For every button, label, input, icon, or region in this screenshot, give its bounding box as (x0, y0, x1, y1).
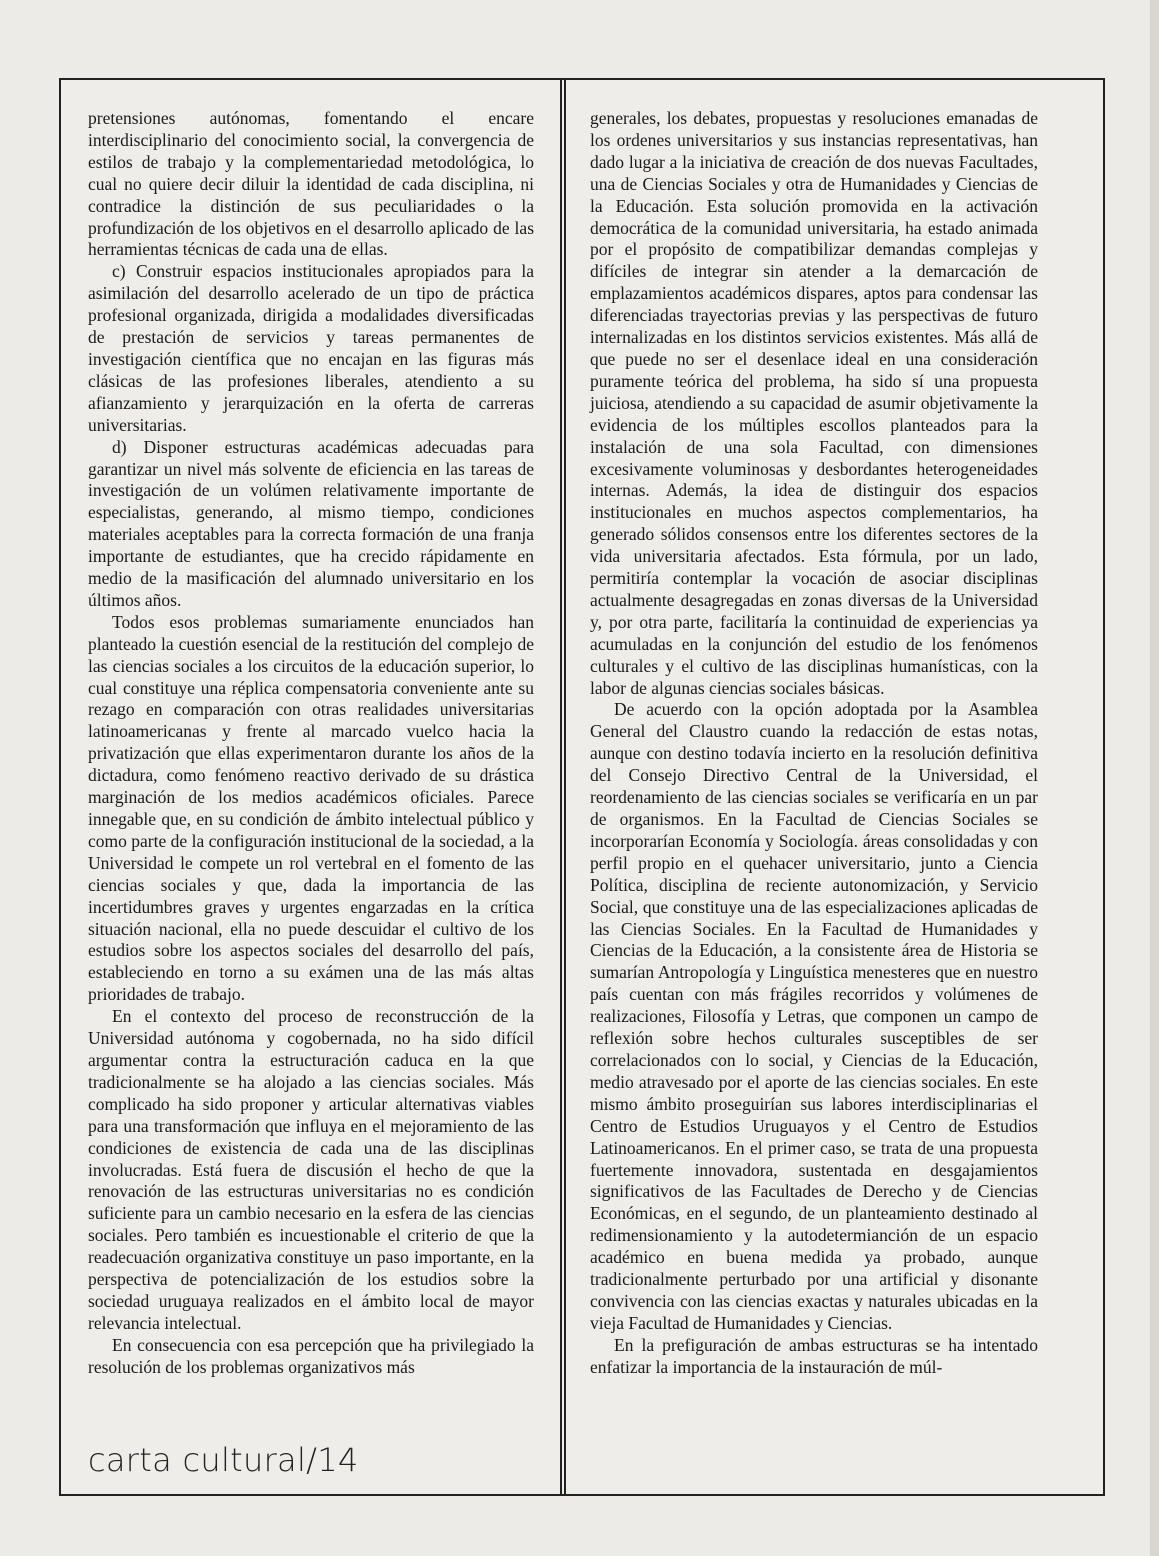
column-divider (560, 80, 566, 1494)
left-column (88, 108, 534, 1379)
paragraph: generales, los debates, propuestas y resoluciones emanadas de los ordenes universitarios y sus instancias representativas, han dado lugar a la iniciativa de creación de dos nuevas Facultades, una de Ciencias Sociales y otra de Humanidades y Ciencias de la Educación. Esta solución promovida en la activación democrática de la comunidad universitaria, ha estado animada por el propósito de compatibilizar demandas complejas y difíciles de integrar sin atender a la demarcación de emplazamientos académicos dispares, aptos para condensar las diferenciadas trayectorias previas y las perspectivas de futuro internalizadas en los distintos servicios existentes. Más allá de que puede no ser el desenlace ideal en una consideración puramente teórica del problema, ha sido sí una propuesta juiciosa, atendiendo a su capacidad de asumir objetivamente la evidencia de los múltiples escollos planteados para la instalación de una sola Facultad, con dimensiones excesivamente voluminosas y desbordantes heterogeneidades internas. Además, la idea de distinguir dos espacios institucionales en muchos aspectos complementarios, ha generado sólidos consensos entre los diferentes sectores de la vida universitaria afectados. Esta fórmula, por un lado, permitiría contemplar la vocación de asociar disciplinas actualmente desagregadas en zonas diversas de la Universidad y, por otra parte, facilitaría la continuidad de experiencias ya acumuladas en la conjunción del estudio de los fenómenos culturales y el cultivo de las disciplinas humanísticas, con la labor de algunas ciencias sociales básicas. (590, 108, 1038, 698)
publication-footer-title: carta cultural/14 (88, 1441, 359, 1479)
paragraph: pretensiones autónomas, fomentando el encare interdisciplinario del conocimiento social, la convergencia de estilos de trabajo y la complementariedad metodológica, lo cual no quiere decir diluir la identidad de cada disciplina, ni contradice la distinción de sus peculiaridades o la profundización de los objetivos en el desarrollo aplicado de las herramientas técnicas de cada una de ellas. (88, 108, 534, 260)
paragraph: En consecuencia con esa percepción que ha privilegiado la resolución de los problemas organizativos más (88, 1334, 534, 1377)
paragraph: De acuerdo con la opción adoptada por la Asamblea General del Claustro cuando la redacción de estas notas, aunque con destino todavía incierto en la resolución definitiva del Consejo Directivo Central de la Universidad, el reordenamiento de las ciencias sociales se verificaría en un par de organismos. En la Facultad de Ciencias Sociales se incorporarían Economía y Sociología. áreas consolidadas y con perfil propio en el quehacer universitario, junto a Ciencia Política, disciplina de reciente autonomización, y Servicio Social, que constituye una de las especializaciones aplicadas de las Ciencias Sociales. En la Facultad de Humanidades y Ciencias de la Educación, a la consistente área de Historia se sumarían Antropología y Linguística menesteres que en nuestro país cuentan con más frágiles recorridos y volúmenes de realizaciones, Filosofía y Letras, que componen un campo de reflexión sobre hechos culturales susceptibles de ser correlacionados con lo social, y Ciencias de la Educación, medio atravesado por el aporte de las ciencias sociales. En este mismo ámbito proseguirían sus labores interdisciplinarias el Centro de Estudios Uruguayos y el Centro de Estudios Latinoamericanos. En el primer caso, se trata de una propuesta fuertemente innovadora, sustentada en desgajamientos significativos de las Facultades de Derecho y de Ciencias Económicas, en el segundo, de un planteamiento destinado al redimensionamiento y la autodetermianción de un espacio académico en buena medida ya probado, aunque tradicionalmente perturbado por una artificial y disonante convivencia con las ciencias exactas y naturales ubicadas en la vieja Facultad de Humanidades y Ciencias. (590, 699, 1038, 1333)
paragraph: Todos esos problemas sumariamente enunciados han planteado la cuestión esencial de la restitución del complejo de las ciencias sociales a los circuitos de la educación superior, lo cual constituye una réplica compensatoria conveniente ante su rezago en comparación con otras realidades universitarias latinoamericanas y frente al marcado vuelco hacia la privatización que ellas experimentaron durante los años de la dictadura, como fenómeno reactivo derivado de su drástica marginación de los medios académicos oficiales. Parece innegable que, en su condición de ámbito intelectual público y como parte de la configuración institucional de la sociedad, a la Universidad le compete un rol vertebral en el fomento de las ciencias sociales y que, dada la importancia de las incertidumbres graves y urgentes engarzadas en la crítica situación nacional, ella no puede descuidar el cultivo de los estudios sobre los aspectos sociales del desarrollo del país, estableciendo en torno a su exámen una de las más altas prioridades de trabajo. (88, 611, 534, 1005)
paragraph: En el contexto del proceso de reconstrucción de la Universidad autónoma y cogobernada, no ha sido difícil argumentar contra la estructuración caduca en la que tradicionalmente se ha alojado a las ciencias sociales. Más complicado ha sido proponer y articular alternativas viables para una transformación que influya en el mejoramiento de las condiciones de existencia de cada una de las disciplinas involucradas. Está fuera de discusión el hecho de que la renovación de las estructuras universitarias no es condición suficiente para un cambio necesario en la esfera de las ciencias sociales. Pero también es incuestionable el criterio de que la readecuación organizativa constituye un paso importante, en la perspectiva de potencialización de los estudios sobre la sociedad uruguaya realizados en el ámbito local de mayor relevancia intelectual. (88, 1006, 534, 1333)
paragraph: En la prefiguración de ambas estructuras se ha intentado enfatizar la importancia de la instauración de múl- (590, 1334, 1038, 1377)
paragraph: c) Construir espacios institucionales apropiados para la asimilación del desarrollo acelerado de un tipo de práctica profesional organizada, dirigida a modalidades diversificadas de prestación de servicios y tareas permanentes de investigación científica que no encajan en las figuras más clásicas de las profesiones liberales, atendiento a su afianzamiento y jerarquización en la oferta de carreras universitarias. (88, 261, 534, 435)
paragraph: d) Disponer estructuras académicas adecuadas para garantizar un nivel más solvente de eficiencia en las tareas de investigación de un volúmen relativamente importante de especialistas, generando, al mismo tiempo, condiciones materiales aceptables para la correcta formación de una franja importante de estudiantes, que ha crecido rápidamente en medio de la masificación del alumnado universitario en los últimos años. (88, 436, 534, 610)
page-edge (1150, 0, 1159, 1556)
right-column (590, 108, 1038, 1379)
